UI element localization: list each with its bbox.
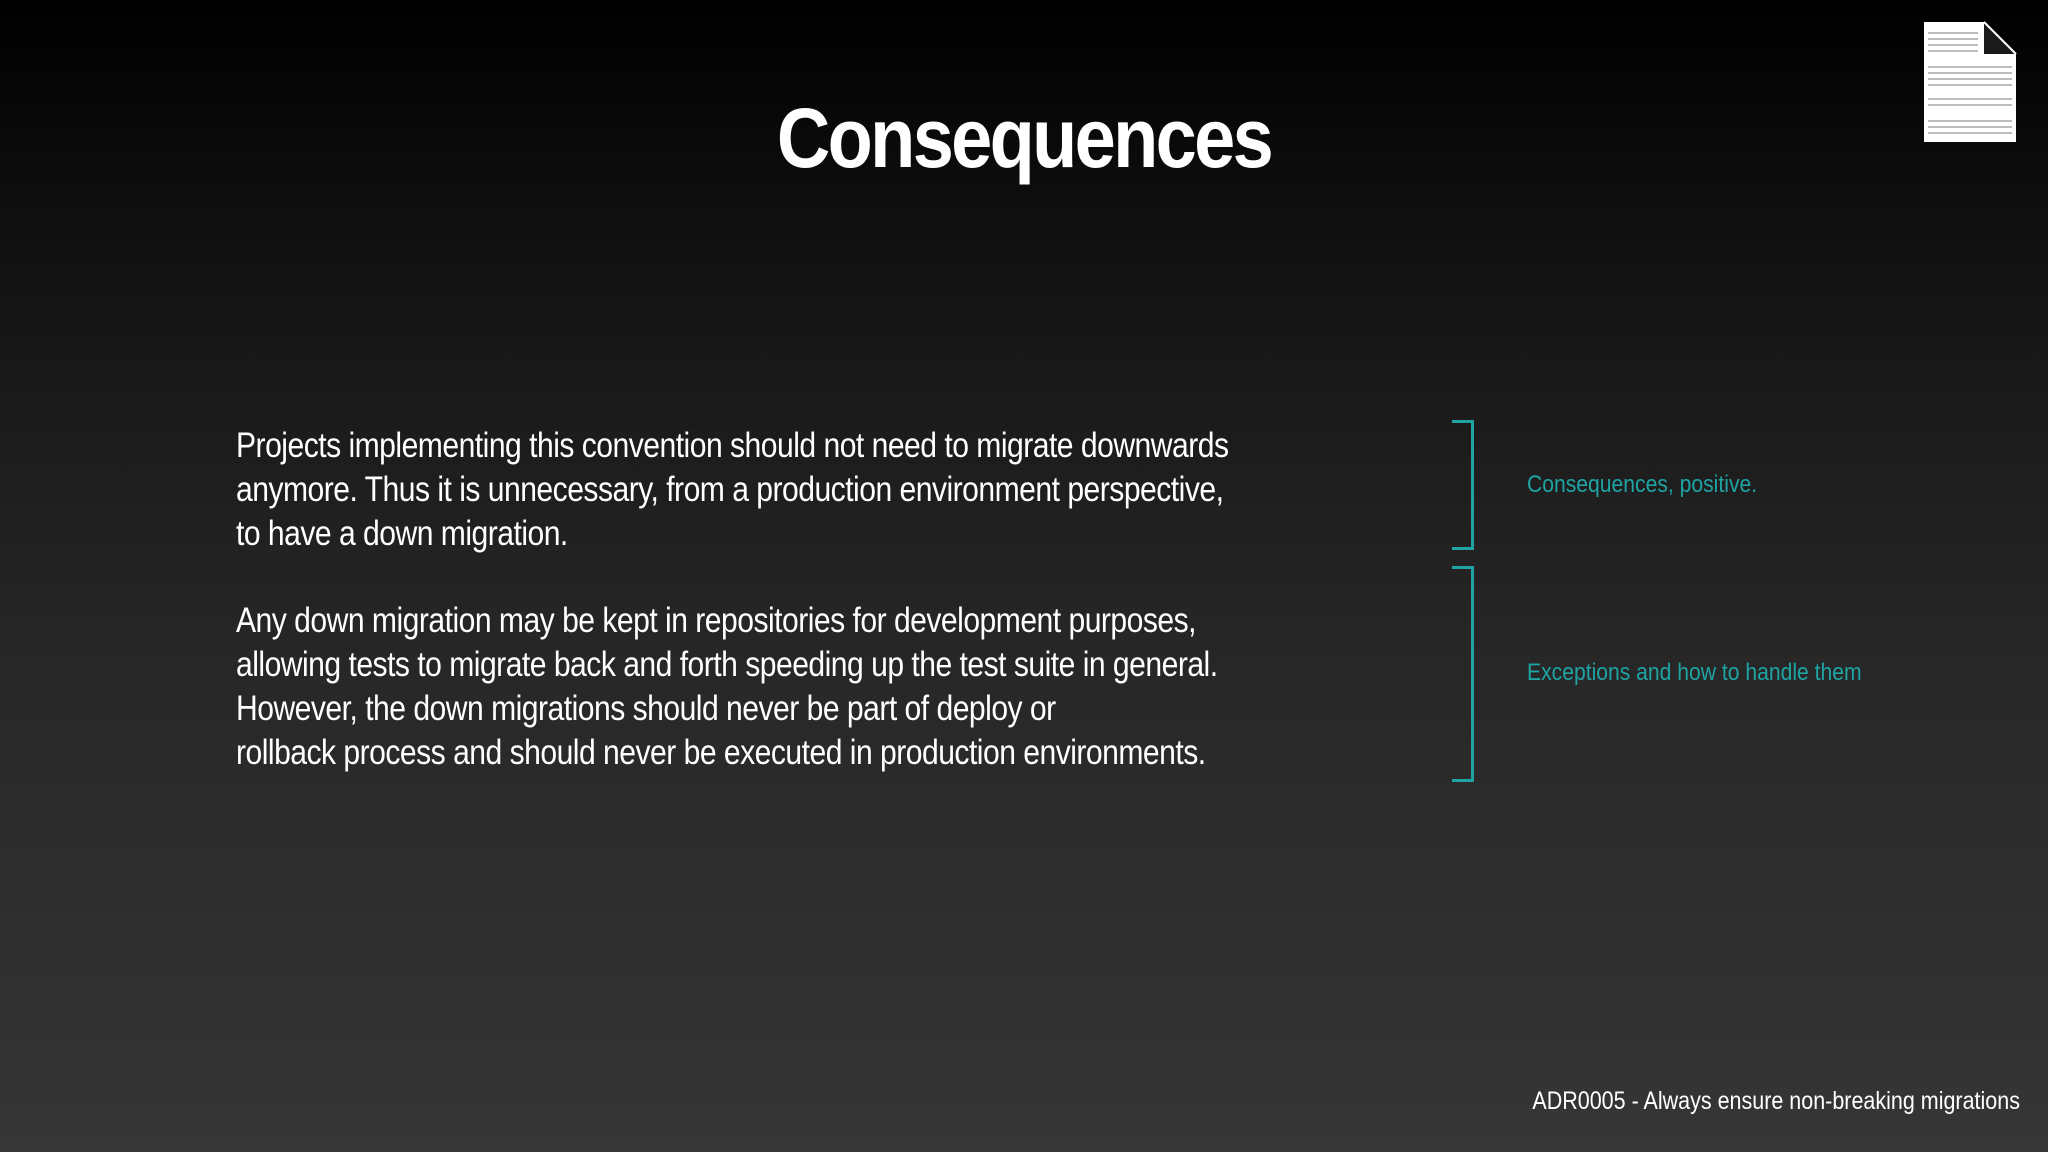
paragraph-line: allowing tests to migrate back and forth speeding up the test suite in general. [236, 645, 1218, 684]
paragraph-line: However, the down migrations should never be part of deploy or [236, 689, 1056, 728]
annotation-consequences: Consequences, positive. [1527, 471, 1758, 498]
bracket-consequences [1452, 420, 1474, 550]
paragraph-line: Any down migration may be kept in repositories for development purposes, [236, 601, 1197, 640]
consequences-paragraph [236, 424, 1302, 556]
document-icon [1922, 20, 2018, 144]
bracket-exceptions [1452, 566, 1474, 782]
paragraph-line: rollback process and should never be executed in production environments. [236, 733, 1206, 772]
exceptions-paragraph [236, 599, 1302, 775]
slide-title: Consequences [776, 91, 1272, 185]
paragraph-line: to have a down migration. [236, 514, 568, 553]
paragraph-line: Projects implementing this convention should not need to migrate downwards [236, 426, 1229, 465]
annotation-exceptions: Exceptions and how to handle them [1527, 659, 1862, 686]
slide-footer: ADR0005 - Always ensure non-breaking migrations [1532, 1087, 2020, 1115]
paragraph-line: anymore. Thus it is unnecessary, from a production environment perspective, [236, 470, 1224, 509]
